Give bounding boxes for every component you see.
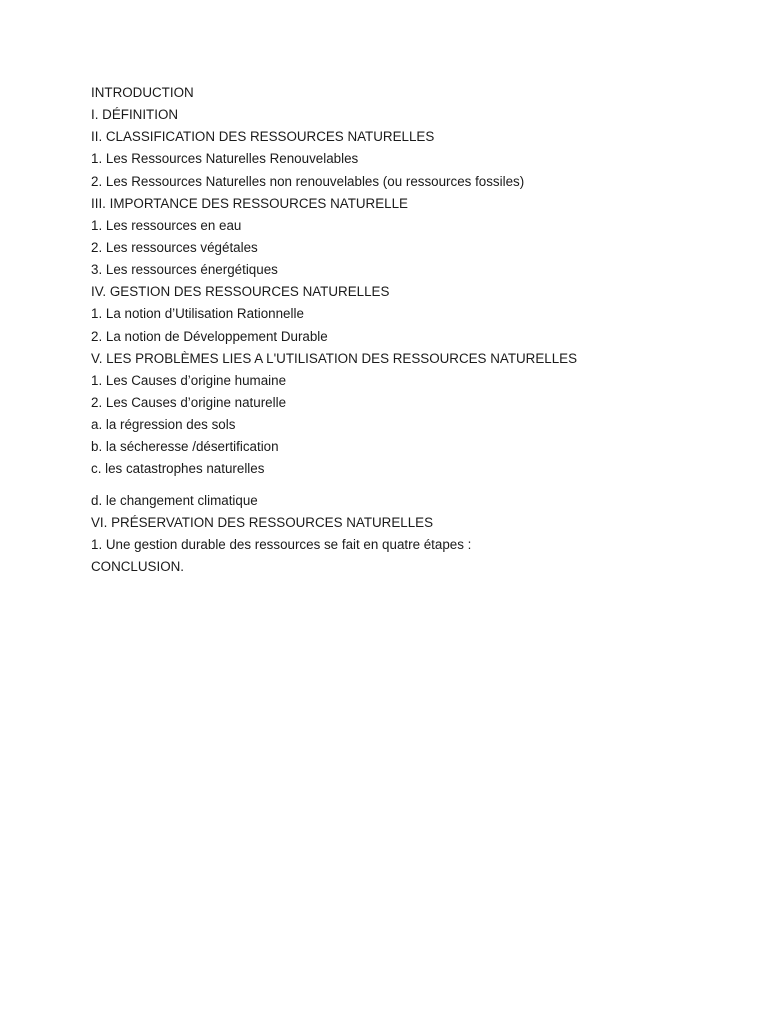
toc-line-section-5-item-2: 2. Les Causes d’origine naturelle [91, 394, 287, 410]
toc-line-section-2-item-2: 2. Les Ressources Naturelles non renouvelables (ou ressources fossiles) [91, 173, 525, 189]
toc-line-section-3-item-1: 1. Les ressources en eau [91, 217, 242, 233]
toc-line-section-4-item-2: 2. La notion de Développement Durable [91, 328, 328, 344]
toc-line-section-5-subitem-d: d. le changement climatique [91, 492, 258, 508]
toc-line-section-1: I. DÉFINITION [91, 107, 179, 123]
toc-line-introduction: INTRODUCTION [91, 85, 194, 100]
toc-line-section-2: II. CLASSIFICATION DES RESSOURCES NATURELLES [91, 129, 435, 145]
table-of-contents [91, 84, 731, 580]
toc-line-conclusion: CONCLUSION. [91, 559, 185, 575]
toc-line-section-3-item-2: 2. Les ressources végétales [91, 239, 258, 255]
toc-line-section-3: III. IMPORTANCE DES RESSOURCES NATURELLE [91, 195, 408, 211]
toc-line-section-5-item-1: 1. Les Causes d’origine humaine [91, 372, 287, 388]
toc-line-section-5-subitem-a: a. la régression des sols [91, 417, 236, 433]
toc-line-section-5-subitem-b: b. la sécheresse /désertification [91, 439, 279, 455]
toc-line-section-4: IV. GESTION DES RESSOURCES NATURELLES [91, 284, 390, 300]
toc-line-section-2-item-1: 1. Les Ressources Naturelles Renouvelables [91, 151, 359, 167]
toc-line-section-5-subitem-c: c. les catastrophes naturelles [91, 461, 265, 477]
toc-line-section-5: V. LES PROBLÈMES LIES A L'UTILISATION DES RESSOURCES NATURELLES [91, 350, 578, 366]
toc-line-section-6-item-1: 1. Une gestion durable des ressources se fait en quatre étapes : [91, 537, 472, 553]
toc-line-section-3-item-3: 3. Les ressources énergétiques [91, 262, 278, 278]
toc-line-section-6: VI. PRÉSERVATION DES RESSOURCES NATURELLES [91, 514, 434, 530]
toc-line-section-4-item-1: 1. La notion d’Utilisation Rationnelle [91, 306, 304, 322]
